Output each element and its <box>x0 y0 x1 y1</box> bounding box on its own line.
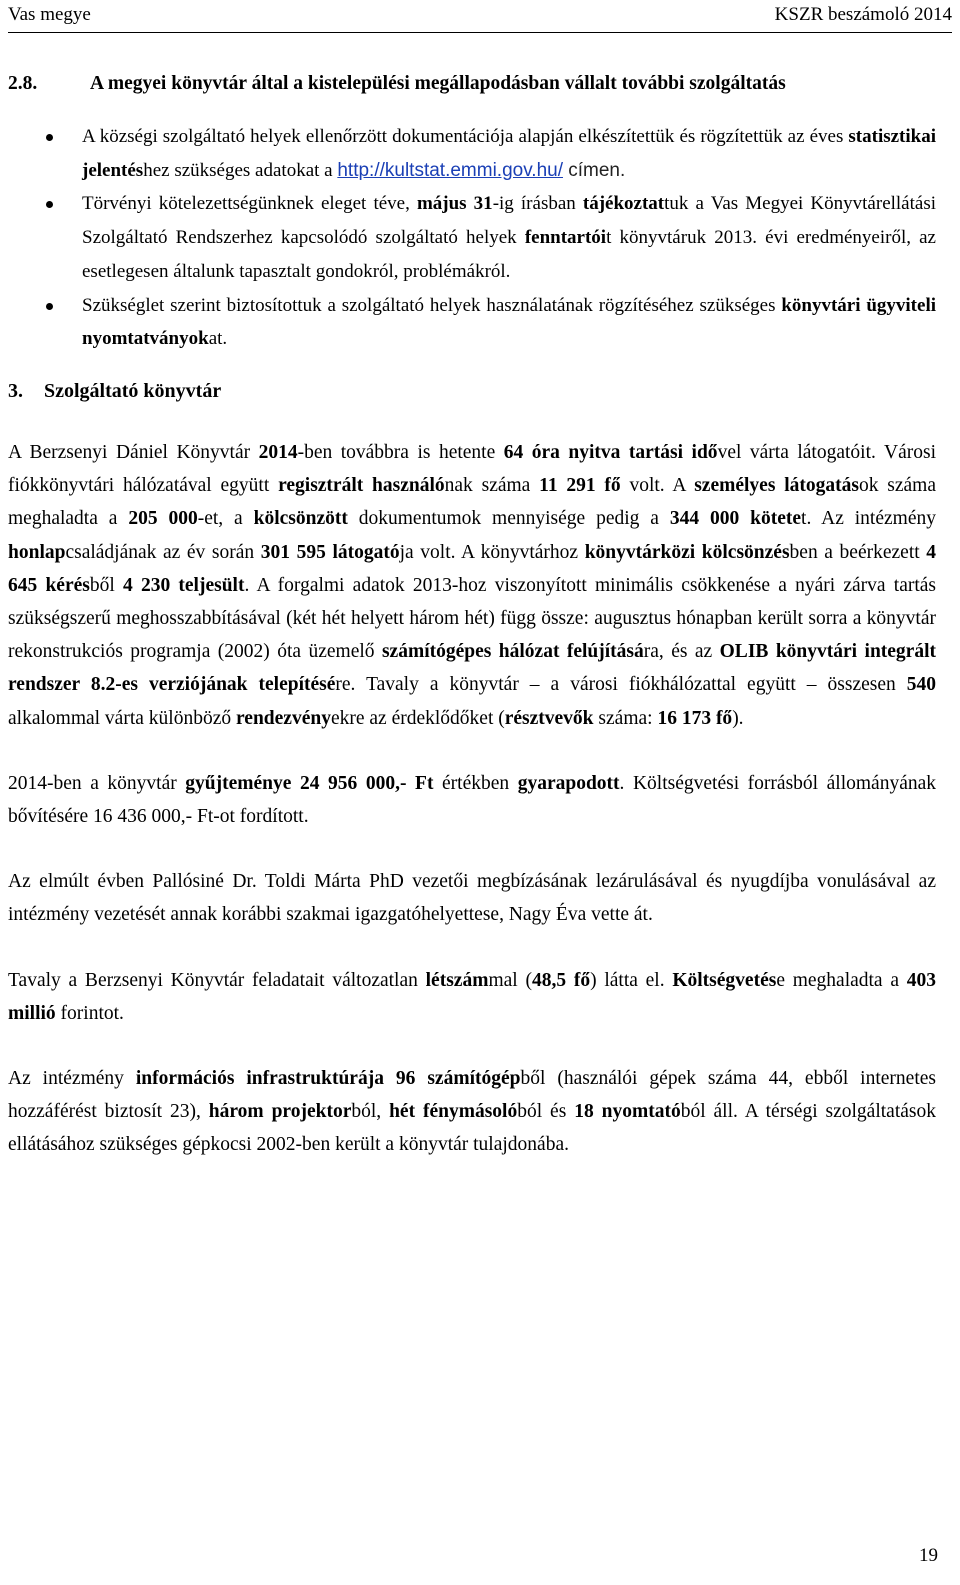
list-item: A községi szolgáltató helyek ellenőrzött dokumentációja alapján elkészítettük és rögzítettük az éves statisztikai jelentéshez szükséges adatokat a http://kultstat.emmi.gov.hu/ címen. <box>8 120 936 187</box>
paragraph-library-stats: A Berzsenyi Dániel Könyvtár 2014-ben továbbra is hetente 64 óra nyitva tartási idővel várta látogatóit. Városi fiókkönyvtári hálózatával együtt regisztrált használónak száma 11 291 fő volt. A személyes látogatások száma meghaladta a 205 000-et, a kölcsönzött dokumentumok mennyisége pedig a 344 000 kötetet. Az intézmény honlapcsaládjának az év során 301 595 látogatója volt. A könyvtárhoz könyvtárközi kölcsönzésben a beérkezett 4 645 kérésből 4 230 teljesült. A forgalmi adatok 2013-hoz viszonyított minimális csökkenése a nyári zárva tartás szükségszerű meghosszabbításával (két hét helyett három hét) függ össze: augusztus hónapban került sorra a könyvtár rekonstrukciós programja (2002) óta üzemelő számítógépes hálózat felújítására, és az OLIB könyvtári integrált rendszer 8.2-es verziójának telepítésére. Tavaly a könyvtár – a városi fiókhálózattal együtt – összesen 540 alkalommal várta különböző rendezvényekre az érdeklődőket (résztvevők száma: 16 173 fő). <box>8 441 937 729</box>
paragraph-collection: 2014-ben a könyvtár gyűjteménye 24 956 000,- Ft értékben gyarapodott. Költségvetési forrásból állományának bővítésére 16 436 000,- Ft-ot fordított. <box>8 772 937 827</box>
list-item: Törvényi kötelezettségünknek eleget téve, május 31-ig írásban tájékoztattuk a Vas Megyei Könyvtárellátási Szolgáltató Rendszerhez kapcsolódó szolgáltató helyek fenntartóit könyvtáruk 2013. évi eredményeiről, az esetlegesen általunk tapasztalt gondokról, problémákról. <box>8 187 936 288</box>
list-item: Szükséglet szerint biztosítottuk a szolgáltató helyek használatának rögzítéséhez szükséges könyvtári ügyviteli nyomtatványokat. <box>8 289 936 356</box>
section-title: Szolgáltató könyvtár <box>44 379 222 402</box>
kultstat-link[interactable]: http://kultstat.emmi.gov.hu/ <box>337 159 563 181</box>
header-report-title: KSZR beszámoló 2014 <box>774 4 952 25</box>
paragraph-infrastructure: Az intézmény információs infrastruktúrája 96 számítógépből (használói gépek száma 44, ebből internetes hozzáférést biztosít 23), három projektorból, hét fénymásolóból és 18 nyomtatóból áll. A térségi szolgáltatások ellátásához szükséges gépkocsi 2002-ben került a könyvtár tulajdonába. <box>8 1067 936 1156</box>
section-title: A megyei könyvtár által a kistelepülési megállapodásban vállalt további szolgáltatás <box>90 73 786 94</box>
document-body <box>8 68 936 1162</box>
section-number: 2.8. <box>8 73 38 94</box>
section-2-8-heading <box>8 68 936 99</box>
header-county: Vas megye <box>8 4 91 25</box>
page-header <box>8 2 952 33</box>
bullet-icon <box>46 303 53 310</box>
paragraph-staff-budget: Tavaly a Berzsenyi Könyvtár feladatait változatlan létszámmal (48,5 fő) látta el. Költségvetése meghaladta a 403 millió forintot. <box>8 969 936 1024</box>
section-3-heading <box>8 376 936 406</box>
bullet-icon <box>46 134 53 141</box>
section-number: 3. <box>8 379 23 402</box>
bullet-icon <box>46 201 53 208</box>
paragraph-leadership: Az elmúlt évben Pallósiné Dr. Toldi Márta PhD vezetői megbízásának lezárulásával és nyugdíjba vonulásával az intézmény vezetését annak korábbi szakmai igazgatóhelyettese, Nagy Éva vette át. <box>8 871 936 926</box>
page-number: 19 <box>919 1545 938 1566</box>
services-list <box>8 120 936 356</box>
